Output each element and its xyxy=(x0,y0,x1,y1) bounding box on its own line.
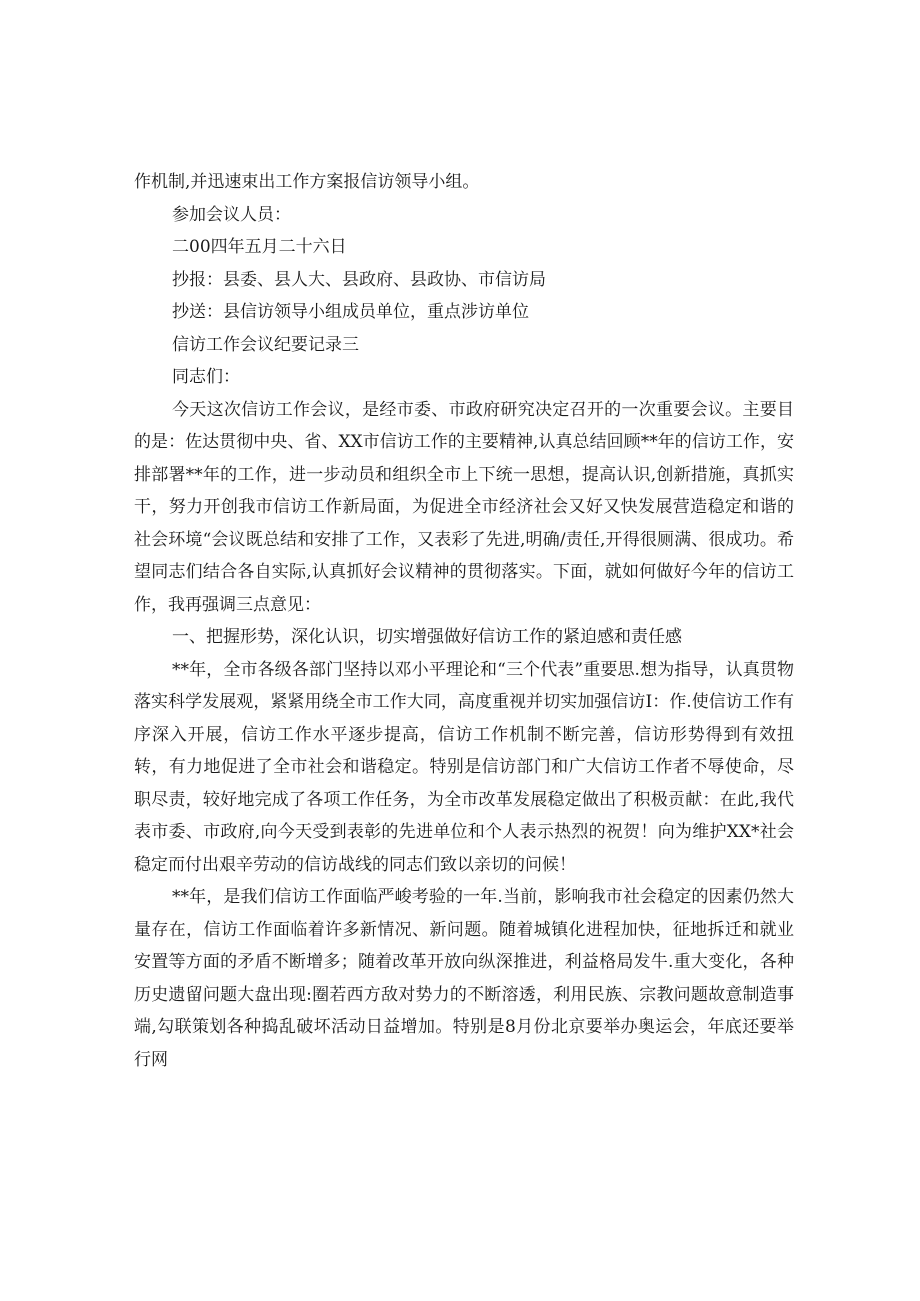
section-title: 信访工作会议纪要记录三 xyxy=(172,334,359,355)
paragraph-continuation: 作机制,并迅速束出工作方案报信访领导小组。 xyxy=(134,172,480,192)
paragraph-review: **年，全市各级各部门坚持以邓小平理论和“三个代表”重要思.想为指导，认真贯物落实科学发展观，紧紧用绕全市工作大同，高度重视并切实加强信访I：作.使信访工作有序深入开展，信访工作水平逐步提高，信访工作机制不断完善，信访形势得到有效扭转，有力地促进了全市社会和谐稳定。特别是信访部门和广大信访工作者不辱使命，尽职尽责，较好地完成了各项工作任务，为全市改革发展稳定做出了积极贡献：在此,我代表市委、市政府,向今天受到表彰的先进单位和个人表示热烈的祝贺！向为维护XX*社会稳定而付出艰辛劳动的信访战线的同志们致以亲切的问候！ xyxy=(134,659,794,875)
heading-point-one: 一、把握形势，深化认识，切实增强做好信访工作的紧迫感和责任感 xyxy=(172,627,682,647)
paragraph-date: 二00四年五月二十六日 xyxy=(172,237,347,257)
paragraph-salutation: 同志们： xyxy=(172,367,240,387)
document-body xyxy=(134,166,794,1076)
paragraph-challenges: **年，是我们信访工作面临严峻考验的一年.当前，影响我市社会稳定的因素仍然大量存在，信访工作面临着许多新情况、新问题。随着城镇化进程加快，征地拆迁和就业安置等方面的矛盾不断增多；随着改革开放向纵深推进，利益格局发牛.重大变化，各种历史遗留问题大盘出现:圈若西方敌对势力的不断溶透，利用民族、宗教问题故意制造事端,勾联策划各种捣乱破坏活动日益增加。特别是8月份北京要举办奥运会，年底还要举行网 xyxy=(134,887,794,1070)
paragraph-intro: 今天这次信访工作会议，是经市委、市政府研究决定召开的一次重要会议。主要目的是：佐达贯彻中央、省、XX市信访工作的主要精神,认真总结回顾**年的信访工作，安排部署**年的工作，进一步动员和组织全市上下统一思想，提高认识,创新措施，真抓实干，努力开创我市信访工作新局面，为促进全市经济社会又好又快发展营造稳定和谐的社会环境“会议既总结和安排了工作，又表彩了先进,明确/责任,开得很厕满、很成功。希望同志们结合各自实际,认真抓好会议精神的贯彻落实。下面，就如何做好今年的信访工作，我再强调三点意见： xyxy=(134,399,794,615)
paragraph-attendees: 参加会议人员： xyxy=(172,204,291,225)
paragraph-cc-send: 抄送：县信访领导小组成员单位，重点涉访单位 xyxy=(172,302,529,322)
paragraph-cc-report: 抄报：县委、县人大、县政府、县政协、市信访局 xyxy=(172,269,546,290)
